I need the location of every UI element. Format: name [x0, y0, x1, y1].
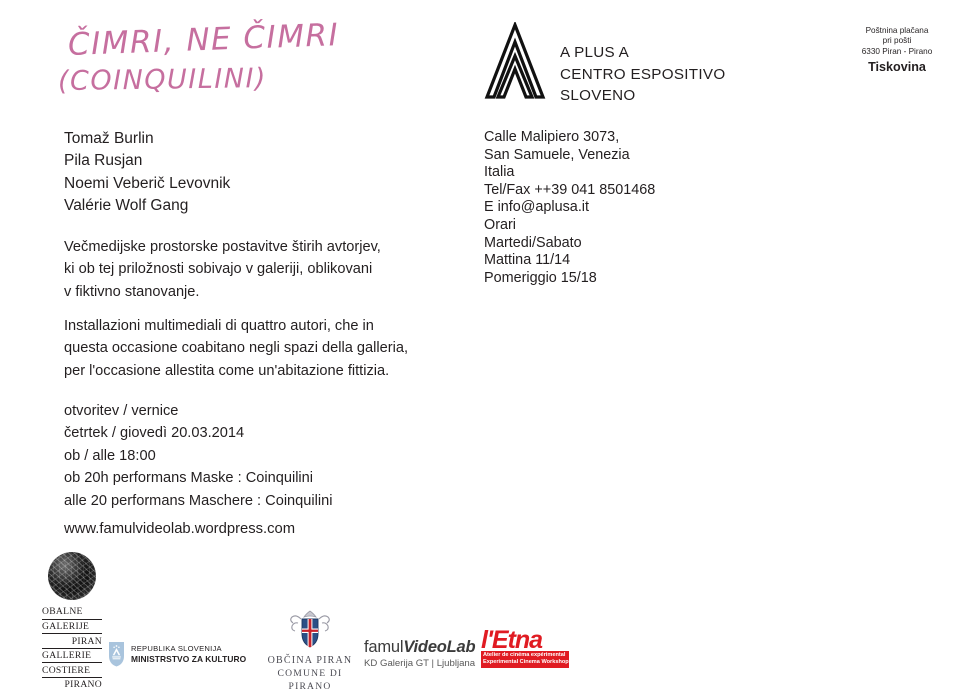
postal-line: Poštnina plačana	[865, 26, 929, 35]
ministry-of-culture-logo	[108, 641, 246, 667]
description-line: v fiktivno stanovanje.	[64, 283, 200, 300]
obcina-line-sl: OBČINA PIRAN	[267, 655, 353, 666]
artist-name: Noemi Veberič Levovnik	[64, 174, 231, 192]
address-line-email[interactable]: E info@aplusa.it	[484, 199, 590, 216]
famul-subtitle: KD Galerija GT | Ljubljana	[364, 658, 476, 669]
address-line-days: Martedi/Sabato	[484, 234, 582, 251]
venue-header	[484, 22, 725, 107]
letna-logo	[481, 628, 569, 668]
obcina-line-it: COMUNE DI PIRANO	[277, 668, 343, 690]
postal-notice	[832, 26, 962, 74]
wordmark-line: OBALNE	[42, 605, 102, 620]
obcina-piran-logo	[255, 610, 365, 690]
wordmark-line: GALERIJE	[42, 620, 102, 635]
venue-address	[484, 129, 655, 287]
wordmark-line: COSTIERE	[42, 663, 102, 678]
description-line: ki ob tej priložnosti sobivajo v galeriji, oblikovani	[64, 261, 373, 278]
etna-wordmark: l'Etna	[481, 628, 569, 653]
opening-line: četrtek / giovedì 20.03.2014	[64, 425, 245, 442]
opening-line: otvoritev / vernice	[64, 403, 179, 419]
opening-line: ob / alle 18:00	[64, 447, 156, 464]
wordmark-line: PIRANO	[42, 678, 102, 690]
opening-details	[64, 400, 333, 512]
venue-name-line: CENTRO ESPOSITIVO	[560, 65, 726, 83]
exhibition-title	[57, 17, 478, 98]
address-line: Italia	[484, 164, 515, 181]
ministry-line-country: REPUBLIKA SLOVENIJA	[131, 644, 222, 654]
artist-name: Pila Rusjan	[64, 152, 143, 170]
address-line-hours-label: Orari	[484, 216, 516, 233]
title-line-italian: (COINQUILINI)	[57, 63, 268, 97]
artist-name: Valérie Wolf Gang	[64, 196, 189, 214]
famul-bold: VideoLab	[403, 638, 476, 656]
famul-videolab-logo	[364, 638, 475, 670]
opening-line: ob 20h performans Maske : Coinquilini	[64, 470, 314, 487]
address-line: Calle Malipiero 3073,	[484, 129, 620, 145]
sphere-icon	[48, 552, 96, 600]
artist-list	[64, 128, 230, 217]
title-line-slovenian: ČIMRI, NE ČIMRI	[67, 17, 340, 63]
etna-subtitle-bar	[481, 651, 569, 668]
description-line: Installazioni multimediali di quattro autori, che in	[64, 318, 374, 334]
opening-line: alle 20 performans Maschere : Coinquilini	[64, 492, 333, 509]
postal-line: 6330 Piran - Pirano	[861, 46, 933, 56]
obalne-galerije-logo	[42, 552, 102, 690]
a-plus-a-logo-icon	[484, 22, 546, 100]
postal-line: pri pošti	[882, 36, 912, 46]
address-line: San Samuele, Venezia	[484, 146, 630, 163]
venue-name	[560, 22, 725, 107]
famul-prefix: famul	[364, 638, 404, 656]
famul-wordmark	[364, 638, 475, 657]
wordmark-line: PIRAN	[42, 634, 102, 649]
description-line: questa occasione coabitano negli spazi della galleria,	[64, 340, 408, 357]
website-link[interactable]: www.famulvideolab.wordpress.com	[64, 521, 296, 537]
wordmark-line: GALLERIE	[42, 649, 102, 664]
artist-name: Tomaž Burlin	[64, 130, 154, 147]
venue-name-line: SLOVENO	[560, 87, 636, 104]
address-line-phone: Tel/Fax ++39 041 8501468	[484, 181, 656, 198]
description-line: per l'occasione allestita come un'abitazione fittizia.	[64, 362, 390, 379]
postal-type-label: Tiskovina	[868, 59, 926, 74]
description-slovenian	[64, 236, 484, 303]
piran-coat-of-arms-icon	[287, 610, 333, 652]
slovenia-coat-of-arms-icon	[108, 641, 125, 667]
obcina-wordmark	[255, 654, 365, 690]
description-italian	[64, 315, 494, 382]
address-line-morning: Mattina 11/14	[484, 252, 571, 269]
address-line-afternoon: Pomeriggio 15/18	[484, 269, 597, 286]
ministry-wordmark	[131, 644, 246, 663]
etna-subtitle-en: Experimental Cinema Workshop	[483, 659, 569, 665]
obalne-galerije-wordmark	[42, 605, 102, 690]
description-line: Večmedijske prostorske postavitve štirih avtorjev,	[64, 239, 381, 255]
venue-name-line: A PLUS A	[560, 44, 630, 61]
ministry-line-name: MINISTRSTVO ZA KULTURO	[131, 653, 247, 664]
etna-subtitle-fr: Atelier de cinéma expérimental	[483, 652, 566, 658]
